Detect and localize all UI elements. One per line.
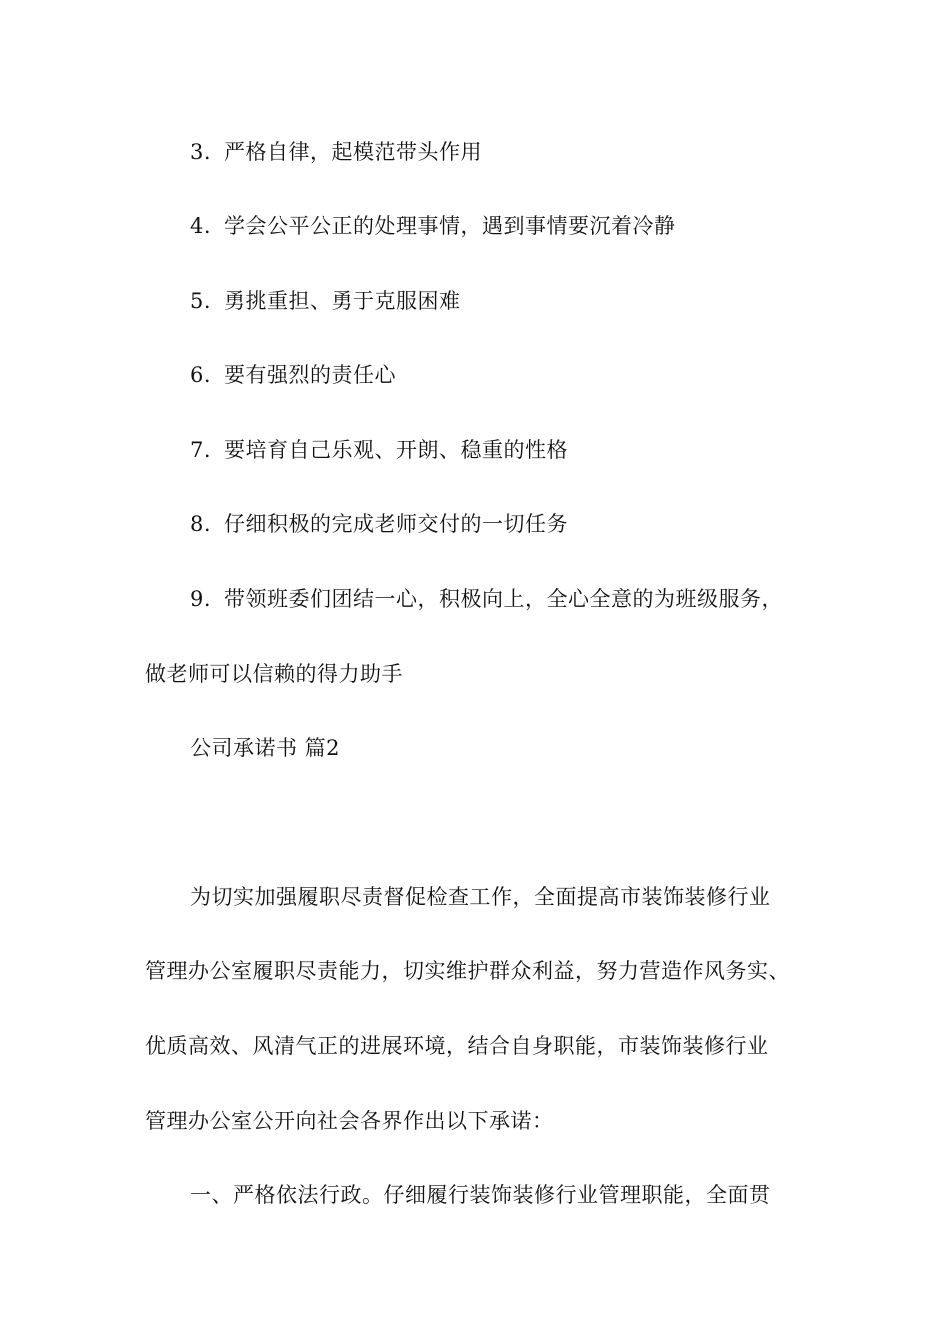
list-item-text: 学会公平公正的处理事情，遇到事情要沉着冷静 bbox=[224, 214, 676, 238]
list-item-number: 6. bbox=[190, 363, 212, 387]
list-item-text: 带领班委们团结一心，积极向上，全心全意的为班级服务， bbox=[224, 587, 783, 611]
paragraph-line: 优质高效、风清气正的进展环境，结合自身职能，市装饰装修行业 bbox=[145, 1034, 769, 1058]
list-item bbox=[190, 137, 482, 167]
list-item bbox=[190, 435, 568, 465]
list-item-number: 3. bbox=[190, 140, 212, 164]
list-item-text: 勇挑重担、勇于克服困难 bbox=[224, 289, 461, 313]
list-item-text: 仔细积极的完成老师交付的一切任务 bbox=[224, 512, 568, 536]
list-item-continuation: 做老师可以信赖的得力助手 bbox=[145, 662, 403, 686]
list-item bbox=[190, 286, 461, 316]
list-item-number: 4. bbox=[190, 214, 212, 238]
list-item-number: 7. bbox=[190, 438, 212, 462]
section-heading: 公司承诺书 篇2 bbox=[190, 736, 341, 760]
paragraph-line: 为切实加强履职尽责督促检查工作，全面提高市装饰装修行业 bbox=[190, 885, 771, 909]
list-item bbox=[190, 360, 396, 390]
list-item-number: 8. bbox=[190, 512, 212, 536]
list-item-number: 5. bbox=[190, 289, 212, 313]
list-item bbox=[190, 509, 568, 539]
list-item bbox=[190, 584, 783, 614]
list-item-text: 严格自律，起模范带头作用 bbox=[224, 140, 482, 164]
list-item-number: 9. bbox=[190, 587, 212, 611]
paragraph-line: 一、严格依法行政。仔细履行装饰装修行业管理职能，全面贯 bbox=[190, 1183, 771, 1207]
list-item-text: 要培育自己乐观、开朗、稳重的性格 bbox=[224, 438, 568, 462]
list-item bbox=[190, 211, 676, 241]
list-item-text: 要有强烈的责任心 bbox=[224, 363, 396, 387]
paragraph-line: 管理办公室履职尽责能力，切实维护群众利益，努力营造作风务实、 bbox=[145, 959, 790, 983]
paragraph-line: 管理办公室公开向社会各界作出以下承诺： bbox=[145, 1109, 554, 1133]
